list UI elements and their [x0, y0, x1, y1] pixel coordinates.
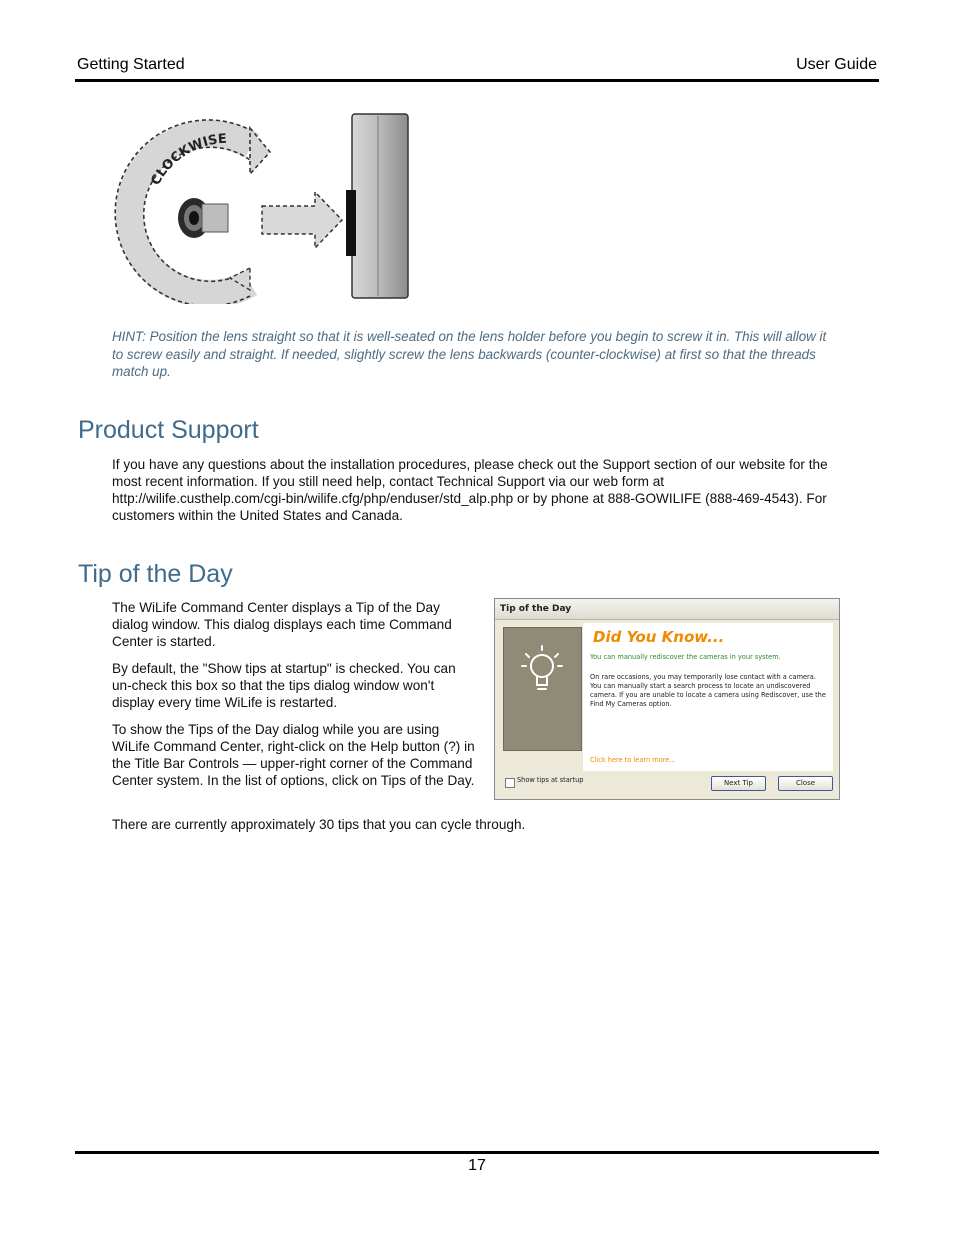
tip-title: You can manually rediscover the cameras in your system. — [590, 653, 781, 661]
lens-icon — [202, 204, 228, 232]
camera-body-icon — [352, 114, 408, 298]
lens-install-illustration — [110, 108, 415, 304]
hint-text: HINT: Position the lens straight so that it is well-seated on the lens holder before you begin to screw it in. This will allow it to screw easily and straight. If needed, slightly screw the lens backwards (counter-clockwise) at first so that the threads match up. — [112, 329, 827, 379]
tip-paragraph-1: The WiLife Command Center displays a Tip of the Day dialog window. This dialog displays each time Command Center is started. — [112, 600, 452, 649]
show-tips-checkbox[interactable] — [505, 778, 515, 788]
clockwise-arrow-head — [250, 128, 270, 174]
tip-paragraph-2: By default, the "Show tips at startup" is checked. You can un-check this box so that the tips dialog window won't display every time WiLife is restarted. — [112, 661, 456, 710]
learn-more-link[interactable]: Click here to learn more... — [590, 756, 676, 764]
tip-body: On rare occasions, you may temporarily lose contact with a camera. You can manually start a search process to locate an undiscovered camera. If you are unable to locate a camera using Rediscover, use the Find My Cameras option. — [590, 673, 826, 708]
lightbulb-icon — [504, 628, 581, 750]
footer-rule — [75, 1151, 879, 1154]
page-number: 17 — [468, 1157, 486, 1174]
dialog-title: Tip of the Day — [495, 599, 839, 620]
lens-holder-icon — [346, 190, 356, 256]
did-you-know-title: Did You Know... — [593, 628, 725, 646]
product-support-body: If you have any questions about the installation procedures, please check out the Support section of our website for the most recent information. If you still need help, contact Technical Support via our web form at http://wilife.custhelp.com/cgi-bin/wilife.cfg/php/enduser/std_alp.php or by phone at 888-GOWILIFE (888-469-4543). For customers within the United States and Canada. — [112, 457, 828, 523]
tip-paragraph-3: To show the Tips of the Day dialog while you are using WiLife Command Center, right-click on the Help button (?) in the Title Bar Controls — upper-right corner of the Command Center system. In the list of options, click on Tips of the Day. — [112, 722, 475, 788]
header-rule — [75, 79, 879, 82]
insert-arrow — [262, 192, 342, 248]
header-left: Getting Started — [77, 56, 185, 73]
header-right: User Guide — [796, 56, 877, 73]
tip-of-day-heading: Tip of the Day — [78, 560, 233, 588]
dialog-content — [583, 623, 833, 771]
product-support-heading: Product Support — [78, 416, 259, 444]
next-tip-button[interactable]: Next Tip — [711, 776, 766, 791]
show-tips-label: Show tips at startup — [517, 776, 584, 784]
dialog-side-panel — [503, 627, 582, 751]
tip-paragraph-4: There are currently approximately 30 tips that you can cycle through. — [112, 817, 526, 832]
clockwise-label: CLOCKWISE — [148, 131, 228, 188]
close-button[interactable]: Close — [778, 776, 833, 791]
tip-of-day-dialog — [494, 598, 840, 800]
